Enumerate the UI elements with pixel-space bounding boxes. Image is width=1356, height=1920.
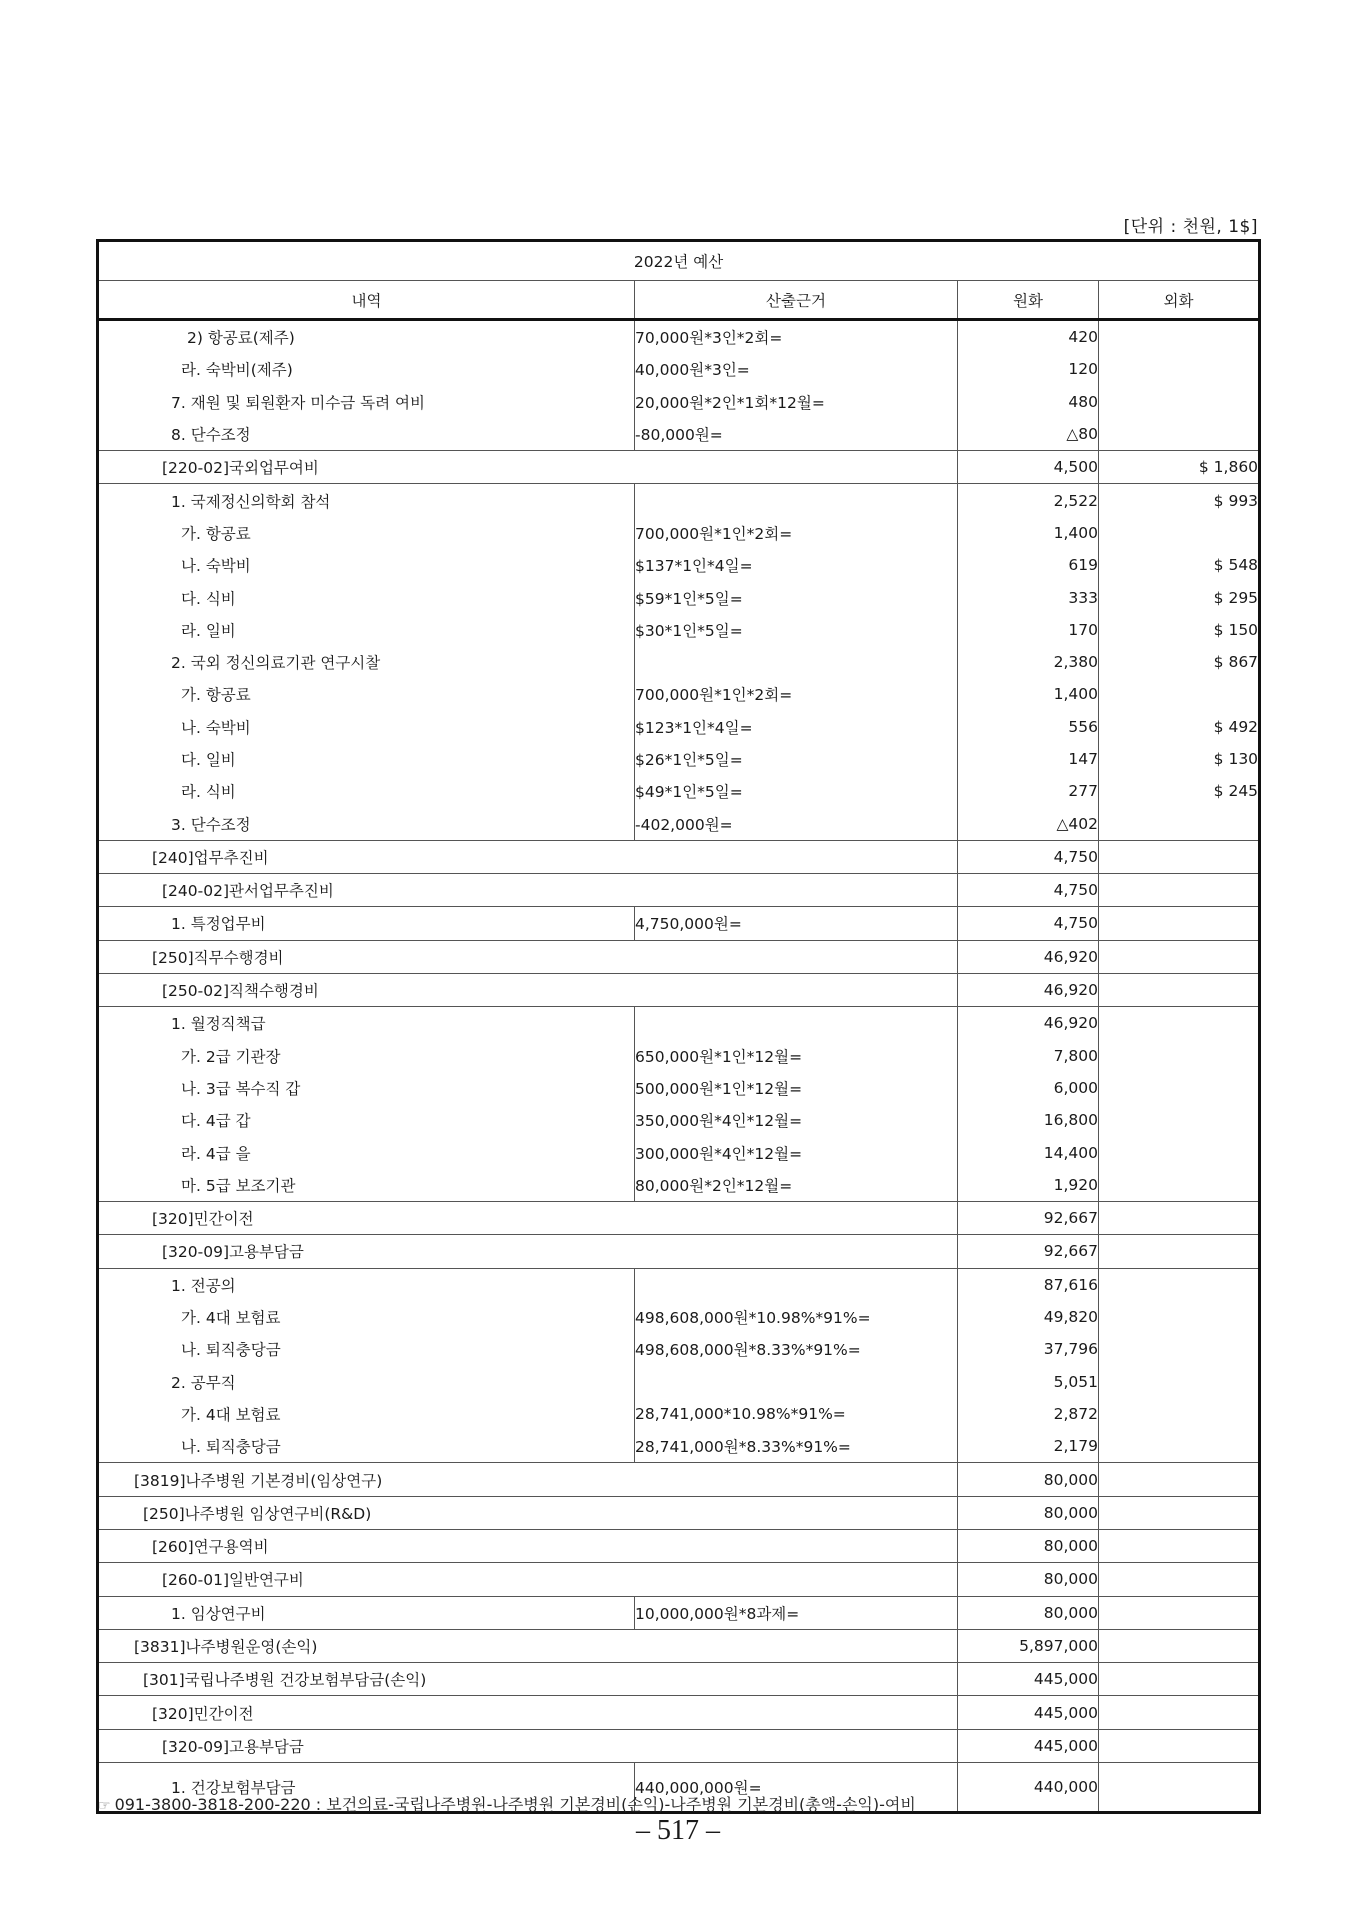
table-title: 2022년 예산	[98, 241, 1260, 281]
amount-krw: 16,800	[958, 1104, 1099, 1136]
item-name: 나. 숙박비	[98, 711, 635, 743]
item-name: 3. 단수조정	[98, 807, 635, 840]
calculation-basis	[635, 1366, 958, 1398]
amount-usd: $ 245	[1213, 782, 1259, 801]
table-row	[98, 386, 1260, 418]
footnote	[98, 1792, 916, 1815]
amount-usd	[1099, 840, 1260, 873]
amount-usd	[1099, 1563, 1260, 1596]
amount-usd	[1099, 1007, 1260, 1040]
item-name: 나. 퇴직충당금	[98, 1430, 635, 1463]
amount-usd	[1099, 807, 1260, 840]
amount-krw: 5,897,000	[958, 1629, 1099, 1662]
item-name: [320-09]고용부담금	[98, 1729, 958, 1762]
table-row	[98, 320, 1260, 354]
table-row	[98, 1268, 1260, 1301]
amount-krw: 46,920	[958, 973, 1099, 1006]
calculation-basis: 500,000원*1인*12월=	[635, 1072, 958, 1104]
amount-krw: 1,400	[958, 517, 1099, 549]
calculation-basis: 700,000원*1인*2회=	[635, 678, 958, 710]
amount-krw: 87,616	[958, 1268, 1099, 1301]
table-row-group	[98, 1529, 1260, 1562]
amount-usd	[1099, 1463, 1260, 1496]
item-name: [220-02]국외업무여비	[98, 451, 958, 484]
amount-krw: 2,872	[958, 1398, 1099, 1430]
table-row	[98, 743, 1260, 775]
amount-usd	[1099, 1104, 1260, 1136]
item-name: 1. 임상연구비	[98, 1596, 635, 1629]
amount-krw: 440,000	[958, 1763, 1099, 1813]
calculation-basis	[635, 1007, 958, 1040]
table-row	[98, 1366, 1260, 1398]
table-row-group	[98, 1729, 1260, 1762]
calculation-basis: 498,608,000원*10.98%*91%=	[635, 1301, 958, 1333]
table-row	[98, 1040, 1260, 1072]
amount-krw: 1,400	[958, 678, 1099, 710]
item-name: 마. 5급 보조기관	[98, 1169, 635, 1202]
item-name: 8. 단수조정	[98, 418, 635, 451]
amount-krw: 37,796	[958, 1333, 1099, 1365]
table-row-group	[98, 973, 1260, 1006]
item-name: 나. 3급 복수직 갑	[98, 1072, 635, 1104]
amount-krw: 277	[958, 775, 1099, 807]
item-name: 라. 식비	[98, 775, 635, 807]
calculation-basis: 28,741,000원*8.33%*91%=	[635, 1430, 958, 1463]
amount-krw: 14,400	[958, 1136, 1099, 1168]
calculation-basis: 350,000원*4인*12월=	[635, 1104, 958, 1136]
item-name: 1. 월정직책급	[98, 1007, 635, 1040]
amount-usd	[1099, 1301, 1260, 1333]
column-header-foreign-currency: 외화	[1099, 281, 1260, 320]
amount-krw: 4,750	[958, 874, 1099, 907]
amount-krw: 80,000	[958, 1463, 1099, 1496]
table-row-group	[98, 1563, 1260, 1596]
amount-krw: 80,000	[958, 1496, 1099, 1529]
amount-krw: 420	[958, 320, 1099, 354]
table-row	[98, 418, 1260, 451]
amount-usd	[1099, 678, 1260, 710]
item-name: 1. 국제정신의학회 참석	[98, 484, 635, 517]
amount-usd: $ 150	[1213, 620, 1259, 639]
item-name: 1. 전공의	[98, 1268, 635, 1301]
amount-usd	[1099, 1268, 1260, 1301]
item-name: 가. 4대 보험료	[98, 1398, 635, 1430]
calculation-basis	[635, 646, 958, 678]
amount-usd	[1099, 1136, 1260, 1168]
item-name: 가. 항공료	[98, 678, 635, 710]
table-row-group	[98, 1463, 1260, 1496]
table-row	[98, 807, 1260, 840]
item-name: [301]국립나주병원 건강보험부담금(손익)	[98, 1663, 958, 1696]
amount-usd	[1099, 1430, 1260, 1463]
item-name: [260]연구용역비	[98, 1529, 958, 1562]
item-name: [250-02]직책수행경비	[98, 973, 958, 1006]
table-row	[98, 1333, 1260, 1365]
calculation-basis: 700,000원*1인*2회=	[635, 517, 958, 549]
amount-usd: $ 1,860	[1099, 451, 1260, 484]
amount-krw: 6,000	[958, 1072, 1099, 1104]
table-row-group	[98, 840, 1260, 873]
item-name: 다. 4급 갑	[98, 1104, 635, 1136]
amount-krw: △402	[958, 807, 1099, 840]
amount-krw: 333	[958, 581, 1099, 613]
calculation-basis: -402,000원=	[635, 807, 958, 840]
item-name: 라. 일비	[98, 614, 635, 646]
amount-usd: $ 548	[1213, 556, 1259, 575]
amount-krw: 2,179	[958, 1430, 1099, 1463]
calculation-basis: $26*1인*5일=	[635, 743, 958, 775]
amount-usd: $ 130	[1213, 750, 1259, 768]
amount-usd	[1099, 1202, 1260, 1235]
amount-krw: 4,500	[958, 451, 1099, 484]
table-row	[98, 1169, 1260, 1202]
calculation-basis: 440,000,000원=	[635, 1763, 958, 1813]
amount-usd	[1099, 1663, 1260, 1696]
table-row	[98, 1430, 1260, 1463]
table-row	[98, 678, 1260, 710]
amount-usd	[1099, 517, 1260, 549]
amount-usd	[1099, 1398, 1260, 1430]
item-name: [240]업무추진비	[98, 840, 958, 873]
amount-krw: 92,667	[958, 1202, 1099, 1235]
pointing-hand-icon: ☞	[98, 1798, 111, 1814]
table-row	[98, 1104, 1260, 1136]
amount-krw: 480	[958, 386, 1099, 418]
amount-usd	[1099, 353, 1260, 385]
table-row	[98, 775, 1260, 807]
item-name: [320-09]고용부담금	[98, 1235, 958, 1268]
calculation-basis	[635, 1268, 958, 1301]
calculation-basis: 4,750,000원=	[635, 907, 958, 940]
amount-krw: 46,920	[958, 940, 1099, 973]
table-row-group	[98, 940, 1260, 973]
amount-usd	[1099, 907, 1260, 940]
amount-krw: 7,800	[958, 1040, 1099, 1072]
amount-usd	[1099, 1763, 1260, 1813]
table-row	[98, 1072, 1260, 1104]
amount-krw: 4,750	[958, 907, 1099, 940]
table-row-group	[98, 1696, 1260, 1729]
page-number: – 517 –	[636, 1815, 720, 1846]
table-row-group	[98, 1496, 1260, 1529]
amount-usd	[1099, 1072, 1260, 1104]
amount-krw: 92,667	[958, 1235, 1099, 1268]
calculation-basis: 28,741,000*10.98%*91%=	[635, 1398, 958, 1430]
amount-krw: 619	[958, 549, 1099, 581]
item-name: [320]민간이전	[98, 1696, 958, 1729]
amount-usd	[1099, 320, 1260, 354]
amount-usd	[1099, 1596, 1260, 1629]
amount-krw: 80,000	[958, 1563, 1099, 1596]
item-name: [240-02]관서업무추진비	[98, 874, 958, 907]
item-name: [250]직무수행경비	[98, 940, 958, 973]
amount-krw: 80,000	[958, 1596, 1099, 1629]
amount-krw: 49,820	[958, 1301, 1099, 1333]
calculation-basis: $59*1인*5일=	[635, 581, 958, 613]
table-row	[98, 614, 1260, 646]
table-row	[98, 1136, 1260, 1168]
item-name: 7. 재원 및 퇴원환자 미수금 독려 여비	[98, 386, 635, 418]
amount-usd	[1099, 973, 1260, 1006]
unit-label: [단위 : 천원, 1$]	[1123, 217, 1258, 237]
calculation-basis	[635, 484, 958, 517]
calculation-basis: $49*1인*5일=	[635, 775, 958, 807]
table-row	[98, 907, 1260, 940]
amount-usd: $ 492	[1213, 717, 1259, 736]
table-row	[98, 581, 1260, 613]
calculation-basis: 70,000원*3인*2회=	[635, 320, 958, 354]
item-name: 나. 숙박비	[98, 549, 635, 581]
item-name: 가. 2급 기관장	[98, 1040, 635, 1072]
amount-krw: 556	[958, 711, 1099, 743]
item-name: [320]민간이전	[98, 1202, 958, 1235]
table-row-group	[98, 451, 1260, 484]
table-row	[98, 1007, 1260, 1040]
amount-usd	[1099, 1529, 1260, 1562]
amount-krw: 46,920	[958, 1007, 1099, 1040]
budget-table	[96, 239, 1261, 1814]
table-row	[98, 549, 1260, 581]
amount-krw: 4,750	[958, 840, 1099, 873]
footnote-text: 091-3800-3818-200-220 : 보건의료-국립나주병원-나주병원 기본경비(손익)-나주병원 기본경비(총액-손익)-여비	[114, 1795, 916, 1814]
amount-usd	[1099, 1235, 1260, 1268]
amount-usd: $ 867	[1213, 653, 1259, 672]
amount-krw: 5,051	[958, 1366, 1099, 1398]
calculation-basis: $137*1인*4일=	[635, 549, 958, 581]
amount-usd	[1099, 418, 1260, 451]
table-row-group	[98, 1202, 1260, 1235]
item-name: 2) 항공료(제주)	[98, 320, 635, 354]
item-name: [3831]나주병원운영(손익)	[98, 1629, 958, 1662]
amount-krw: △80	[958, 418, 1099, 451]
item-name: 1. 특정업무비	[98, 907, 635, 940]
item-name: 라. 숙박비(제주)	[98, 353, 635, 385]
item-name: [3819]나주병원 기본경비(임상연구)	[98, 1463, 958, 1496]
amount-usd	[1099, 1729, 1260, 1762]
table-row	[98, 353, 1260, 385]
amount-usd	[1099, 1040, 1260, 1072]
calculation-basis: 40,000원*3인=	[635, 353, 958, 385]
item-name: [260-01]일반연구비	[98, 1563, 958, 1596]
amount-usd	[1099, 940, 1260, 973]
table-row-group	[98, 874, 1260, 907]
table-row	[98, 517, 1260, 549]
calculation-basis: 80,000원*2인*12월=	[635, 1169, 958, 1202]
amount-usd	[1099, 1333, 1260, 1365]
table-row-group	[98, 1235, 1260, 1268]
amount-usd: $ 295	[1213, 588, 1259, 607]
item-name: 가. 항공료	[98, 517, 635, 549]
amount-krw: 80,000	[958, 1529, 1099, 1562]
item-name: 라. 4급 을	[98, 1136, 635, 1168]
amount-usd	[1099, 1629, 1260, 1662]
item-name: 나. 퇴직충당금	[98, 1333, 635, 1365]
column-header-description: 내역	[98, 281, 635, 320]
amount-usd	[1099, 386, 1260, 418]
calculation-basis: 498,608,000원*8.33%*91%=	[635, 1333, 958, 1365]
calculation-basis: -80,000원=	[635, 418, 958, 451]
column-header-krw: 원화	[958, 281, 1099, 320]
table-row	[98, 1596, 1260, 1629]
table-row-group	[98, 1629, 1260, 1662]
amount-usd	[1099, 1366, 1260, 1398]
item-name: 다. 식비	[98, 581, 635, 613]
column-header-basis: 산출근거	[635, 281, 958, 320]
table-row-group	[98, 1663, 1260, 1696]
calculation-basis: 20,000원*2인*1회*12월=	[635, 386, 958, 418]
amount-krw: 445,000	[958, 1663, 1099, 1696]
table-row	[98, 1398, 1260, 1430]
amount-krw: 2,380	[958, 646, 1099, 678]
amount-krw: 170	[958, 614, 1099, 646]
item-name: 1. 건강보험부담금	[98, 1763, 635, 1813]
amount-usd	[1099, 1696, 1260, 1729]
calculation-basis: $30*1인*5일=	[635, 614, 958, 646]
calculation-basis: 300,000원*4인*12월=	[635, 1136, 958, 1168]
item-name: 다. 일비	[98, 743, 635, 775]
amount-usd	[1099, 1496, 1260, 1529]
item-name: 가. 4대 보험료	[98, 1301, 635, 1333]
amount-krw: 147	[958, 743, 1099, 775]
table-row	[98, 711, 1260, 743]
amount-usd: $ 993	[1099, 484, 1260, 517]
item-name: 2. 공무직	[98, 1366, 635, 1398]
amount-krw: 120	[958, 353, 1099, 385]
table-row	[98, 1301, 1260, 1333]
calculation-basis: 10,000,000원*8과제=	[635, 1596, 958, 1629]
amount-krw: 445,000	[958, 1729, 1099, 1762]
item-name: [250]나주병원 임상연구비(R&D)	[98, 1496, 958, 1529]
amount-krw: 1,920	[958, 1169, 1099, 1202]
table-body	[98, 320, 1260, 1813]
amount-usd	[1099, 1169, 1260, 1202]
amount-krw: 2,522	[958, 484, 1099, 517]
amount-usd	[1099, 874, 1260, 907]
calculation-basis: $123*1인*4일=	[635, 711, 958, 743]
table-row	[98, 484, 1260, 517]
table-row	[98, 646, 1260, 678]
item-name: 2. 국외 정신의료기관 연구시찰	[98, 646, 635, 678]
calculation-basis: 650,000원*1인*12월=	[635, 1040, 958, 1072]
amount-krw: 445,000	[958, 1696, 1099, 1729]
